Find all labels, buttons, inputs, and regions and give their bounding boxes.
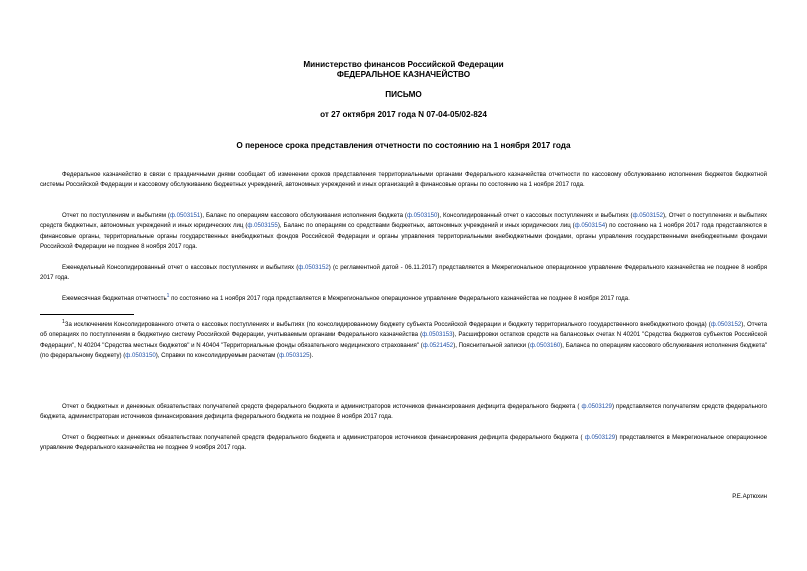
paragraph-2-text-5: ), Баланс по операциям со средствами бюджетных, автономных учреждений и иных юридических лиц ( [277,222,575,230]
paragraph-2-text-6: ) по состоянию на 1 ноября 2017 года представляются в финансовые органы, территориальные органы государственных внебюджетных фондов Российской Федерации и органы управления территориальными внебюджетными фондами, органы управления государственными внебюджетными фондами Российской Федерации не позднее 8 ноября 2017 года. [40,222,768,250]
paragraph-5 [40,402,767,423]
paragraph-2-text-4: ), Отчет о поступлениях и выбытиях средств бюджетных, автономных учреждений и иных юридических лиц ( [40,212,767,230]
footnote-text-6: ), Справки по консолидируемым расчетам ( [155,351,280,359]
footnote [40,320,767,361]
form-link-0503150[interactable]: ф.0503150 [125,351,156,359]
paragraph-2 [40,211,767,252]
paragraph-2-text-3: ), Консолидированный отчет о кассовых поступлениях и выбытиях ( [437,212,633,219]
paragraph-2-text-1: Отчет по поступлениям и выбытиям ( [62,212,170,219]
form-link-0503155[interactable]: ф.0503155 [247,222,278,230]
form-link-0503153[interactable]: ф.0503153 [422,331,453,339]
paragraph-6-text-2: ) представляется в Межрегиональное операционное управление Федерального казначейства не позднее 9 ноября 2017 года. [40,434,767,452]
form-link-0503152[interactable]: ф.0503152 [710,321,742,328]
footnote-text-5: ), Баланса по операциям кассового обслуживания исполнения бюджета" (по федеральному бюджету) ( [40,341,767,359]
form-link-0503125[interactable]: ф.0503125 [279,351,310,359]
footnote-text-3: ), Расшифровки остатков средств на балансовых счетах N 40201 "Средства бюджетов субъектов Российской Федерации", N 40204 "Средства местных бюджетов" и N 40404 "Территориальные фонды обязательного медицинского страхования" ( [40,331,768,349]
footnote-text-7: ). [309,351,314,359]
paragraph-3-text-1: Еженедельный Консолидированный отчет о кассовых поступлениях и выбытиях ( [62,264,299,271]
form-link-0503152[interactable]: ф.0503152 [632,212,664,219]
document-type: ПИСЬМО [385,90,422,99]
agency-name: ФЕДЕРАЛЬНОЕ КАЗНАЧЕЙСТВО [336,70,471,79]
document-subject: О переносе срока представления отчетности по состоянию на 1 ноября 2017 года [236,141,571,150]
paragraph-4-text-2: по состоянию на 1 ноября 2017 года представляется в Межрегиональное операционное управление Федерального казначейства не позднее 8 ноября 2017 года. [169,295,630,302]
paragraph-3-text-2: ) (с регламентной датой - 06.11.2017) представляется в Межрегиональное операционное управление Федерального казначейства не позднее 8 ноября 2017 года. [40,264,767,282]
paragraph-5-text-1: Отчет о бюджетных и денежных обязательствах получателей средств федерального бюджета и администраторов источников финансирования дефицита федерального бюджета ( [62,403,582,410]
document-date-number: от 27 октября 2017 года N 07-04-05/02-824 [320,110,487,119]
paragraph-1 [40,170,767,191]
paragraph-1-text: Федеральное казначейство в связи с праздничными днями сообщает об изменении сроков представления территориальными органами Федерального казначейства отчетности по кассовому обслуживанию исполнения бюджетов бюджетной системы Российской Федерации и кассовому обслуживанию бюджетных учреждений, автономных учреждений и иных организаций в финансовые органы по состоянию на 1 ноября 2017 года. [40,171,767,189]
footnote-divider [40,314,134,315]
form-link-0503129[interactable]: ф.0503129 [584,434,616,441]
footnote-text-4: ), Пояснительной записки ( [453,341,530,349]
ministry-name: Министерство финансов Российской Федерации [303,60,504,69]
paragraph-3 [40,263,767,284]
form-link-0503151[interactable]: ф.0503151 [169,212,201,219]
form-link-0503129[interactable]: ф.0503129 [581,403,612,410]
paragraph-6 [40,433,767,454]
footnote-text-2: ), Отчета об операциях по поступлениям в бюджетную систему Российской Федерации, учитываемым органами Федерального казначейства ( [40,321,768,339]
paragraph-2-text-2: ), Баланс по операциям кассового обслуживания исполнения бюджета ( [200,212,407,219]
paragraph-4 [40,294,767,304]
form-link-0503152[interactable]: ф.0503152 [298,264,329,271]
form-link-0503150[interactable]: ф.0503150 [406,212,438,219]
footnote-number: 1 [62,318,65,325]
paragraph-6-text-1: Отчет о бюджетных и денежных обязательствах получателей средств федерального бюджета и администраторов источников финансирования дефицита федерального бюджета ( [62,434,585,441]
signatory-name: Р.Е.Артюхин [732,493,767,500]
form-link-0503154[interactable]: ф.0503154 [574,222,606,230]
footnote-text-1: За исключением Консолидированного отчета о кассовых поступлениях и выбытиях (по консолидированному бюджету субъекта Российской Федерации и бюджету территориального государственного внебюджетного фонда) ( [64,321,711,328]
paragraph-5-text-2: ) представляется получателям средств федерального бюджета, администраторам источников финансирования дефицита федерального бюджета не позднее 8 ноября 2017 года. [40,403,767,421]
form-link-0503160[interactable]: ф.0503160 [529,341,561,349]
form-link-0521452[interactable]: ф.0521452 [422,341,454,349]
footnote-marker[interactable]: 1 [166,292,170,299]
paragraph-4-text-1: Ежемесячная бюджетная отчетность [62,295,167,302]
